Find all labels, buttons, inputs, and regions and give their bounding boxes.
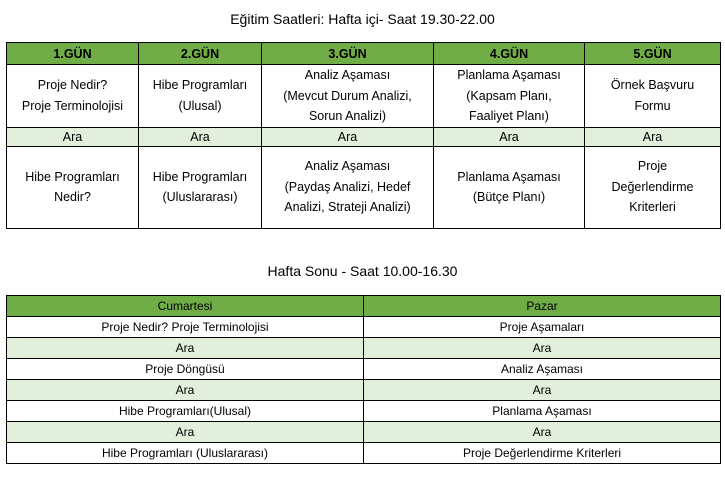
break-cell: Ara xyxy=(262,127,434,146)
session-cell xyxy=(434,65,585,128)
weekend-day-header: Pazar xyxy=(364,296,721,317)
weekend-cell: Proje Döngüsü xyxy=(7,359,364,380)
weekday-break-row xyxy=(7,127,721,146)
cell-line: Proje Nedir? xyxy=(37,78,108,93)
cell-line: Analiz Aşaması xyxy=(304,159,391,174)
weekend-cell: Proje Değerlendirme Kriterleri xyxy=(364,443,721,464)
weekend-cell: Planlama Aşaması xyxy=(364,401,721,422)
cell-line: Planlama Aşaması xyxy=(457,68,561,82)
break-cell: Ara xyxy=(585,127,721,146)
weekend-title: Hafta Sonu - Saat 10.00-16.30 xyxy=(267,263,458,279)
cell-line: Analiz Aşaması xyxy=(304,68,391,82)
weekend-break-row xyxy=(7,380,721,401)
break-cell: Ara xyxy=(364,338,721,359)
break-cell: Ara xyxy=(434,127,585,146)
weekend-content-row xyxy=(7,317,721,338)
break-cell: Ara xyxy=(7,422,364,443)
weekend-cell: Hibe Programları (Uluslararası) xyxy=(7,443,364,464)
weekend-cell: Hibe Programları(Ulusal) xyxy=(7,401,364,422)
weekend-content-row xyxy=(7,443,721,464)
break-cell: Ara xyxy=(139,127,262,146)
weekend-day-header: Cumartesi xyxy=(7,296,364,317)
cell-line: Faaliyet Planı) xyxy=(469,109,549,123)
cell-line: (Ulusal) xyxy=(178,98,222,113)
weekend-schedule-table xyxy=(6,295,721,464)
break-cell: Ara xyxy=(7,338,364,359)
session-cell xyxy=(7,65,139,128)
break-cell: Ara xyxy=(364,380,721,401)
weekday-schedule-table xyxy=(6,42,721,229)
weekday-header-row xyxy=(7,43,721,65)
weekend-header-row xyxy=(7,296,721,317)
cell-line: Proje xyxy=(637,159,668,174)
break-cell: Ara xyxy=(7,127,139,146)
break-cell: Ara xyxy=(7,380,364,401)
day-header: 2.GÜN xyxy=(139,43,262,65)
cell-line: Değerlendirme xyxy=(611,179,694,194)
session-cell xyxy=(262,146,434,228)
weekday-session2-row xyxy=(7,146,721,228)
cell-line: Hibe Programları xyxy=(152,78,248,93)
weekend-break-row xyxy=(7,338,721,359)
session-cell xyxy=(585,146,721,228)
cell-line: Planlama Aşaması xyxy=(457,169,561,184)
session-cell xyxy=(139,65,262,128)
cell-line: Örnek Başvuru xyxy=(610,78,695,93)
weekend-cell: Proje Aşamaları xyxy=(364,317,721,338)
session-cell xyxy=(585,65,721,128)
cell-line: Hibe Programları xyxy=(152,169,248,184)
day-header: 3.GÜN xyxy=(262,43,434,65)
cell-line: Sorun Analizi) xyxy=(308,109,387,123)
day-header: 1.GÜN xyxy=(7,43,139,65)
weekend-cell: Analiz Aşaması xyxy=(364,359,721,380)
cell-line: (Mevcut Durum Analizi, xyxy=(283,88,412,103)
cell-line: (Uluslararası) xyxy=(162,190,238,204)
session-cell xyxy=(139,146,262,228)
break-cell: Ara xyxy=(364,422,721,443)
cell-line: Proje Terminolojisi xyxy=(21,98,124,113)
session-cell xyxy=(7,146,139,228)
cell-line: Nedir? xyxy=(54,190,91,204)
weekend-content-row xyxy=(7,401,721,422)
day-header: 4.GÜN xyxy=(434,43,585,65)
weekend-content-row xyxy=(7,359,721,380)
weekday-session1-row xyxy=(7,65,721,128)
session-cell xyxy=(434,146,585,228)
weekend-break-row xyxy=(7,422,721,443)
cell-line: Kriterleri xyxy=(629,200,676,215)
cell-line: (Kapsam Planı, xyxy=(466,88,552,103)
cell-line: (Bütçe Planı) xyxy=(472,190,546,204)
day-header: 5.GÜN xyxy=(585,43,721,65)
cell-line: Analizi, Strateji Analizi) xyxy=(284,200,411,215)
weekday-title: Eğitim Saatleri: Hafta içi- Saat 19.30-22.00 xyxy=(230,11,495,27)
cell-line: Formu xyxy=(634,98,671,113)
cell-line: Hibe Programları xyxy=(25,169,120,184)
session-cell xyxy=(262,65,434,128)
cell-line: (Paydaş Analizi, Hedef xyxy=(284,179,411,194)
weekend-cell: Proje Nedir? Proje Terminolojisi xyxy=(7,317,364,338)
